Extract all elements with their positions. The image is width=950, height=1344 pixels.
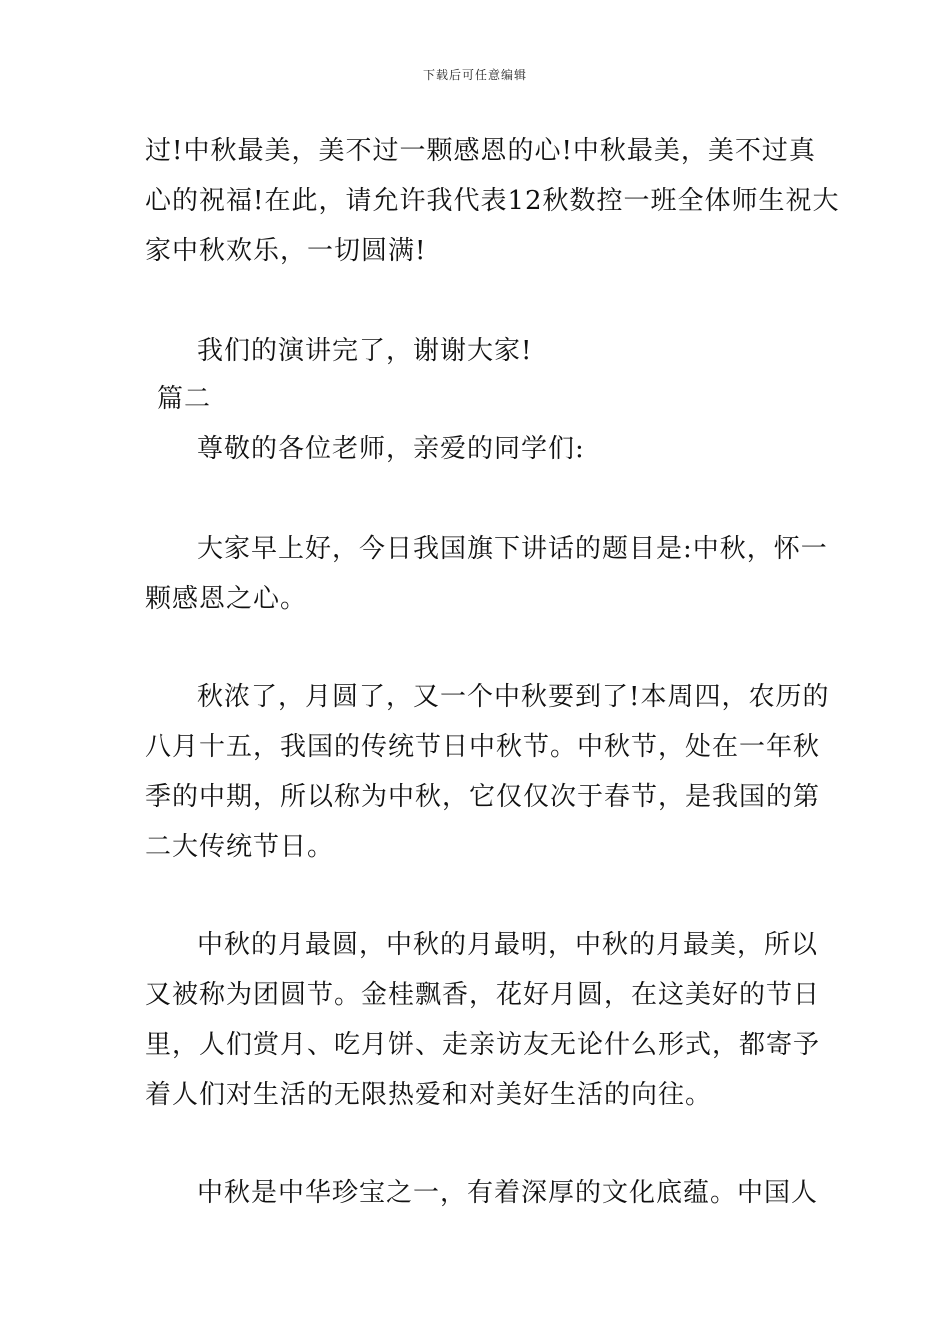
text-line: 里，人们赏月、吃月饼、走亲访友无论什么形式，都寄予	[145, 1030, 821, 1060]
text-line: 中秋是中华珍宝之一，有着深厚的文化底蕴。中国人	[197, 1178, 819, 1208]
text-line: 颗感恩之心。	[145, 584, 308, 614]
section-heading: 篇二	[157, 384, 212, 414]
text-line: 尊敬的各位老师，亲爱的同学们:	[197, 434, 585, 464]
text-line: 家中秋欢乐，一切圆满!	[145, 236, 427, 266]
page-header-note: 下载后可任意编辑	[422, 68, 527, 82]
text-line: 过!中秋最美，美不过一颗感恩的心!中秋最美，美不过真	[145, 136, 816, 166]
text-line: 中秋的月最圆，中秋的月最明，中秋的月最美，所以	[197, 930, 819, 960]
text-line: 秋浓了，月圆了，又一个中秋要到了!本周四，农历的	[197, 682, 830, 712]
text-line: 二大传统节日。	[145, 832, 335, 862]
text-line: 八月十五，我国的传统节日中秋节。中秋节，处在一年秋	[145, 732, 821, 762]
text-line: 季的中期，所以称为中秋，它仅仅次于春节，是我国的第	[145, 782, 821, 812]
text-line: 我们的演讲完了，谢谢大家!	[197, 336, 533, 366]
text-line: 大家早上好，今日我国旗下讲话的题目是:中秋，怀一	[197, 534, 828, 564]
text-line: 着人们对生活的无限热爱和对美好生活的向往。	[145, 1080, 713, 1110]
text-line: 心的祝福!在此，请允许我代表12秋数控一班全体师生祝大	[145, 186, 840, 216]
text-line: 又被称为团圆节。金桂飘香，花好月圆，在这美好的节日	[145, 980, 821, 1010]
